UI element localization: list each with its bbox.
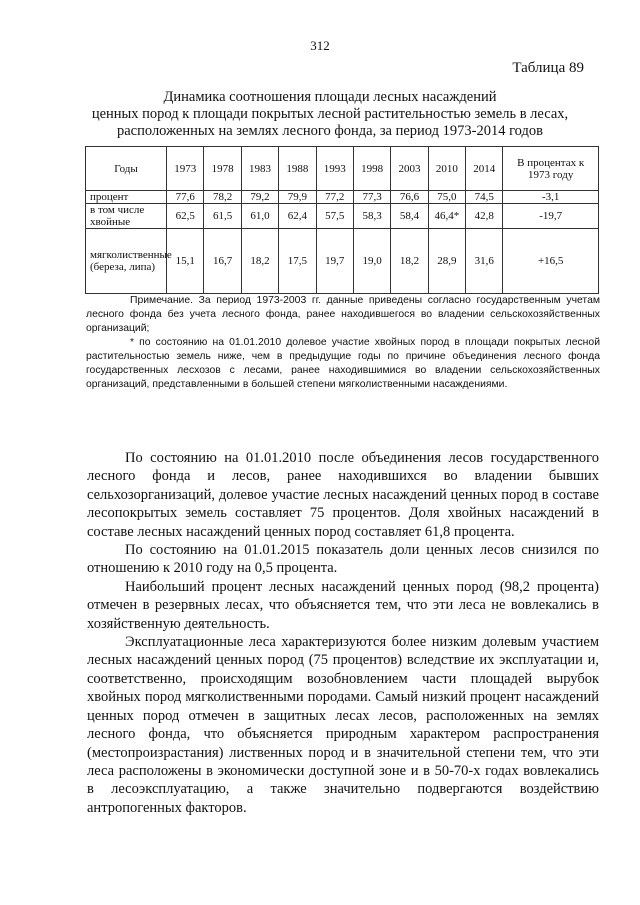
column-header-change: В процентах к 1973 году	[503, 147, 599, 191]
table-cell: 57,5	[316, 204, 353, 229]
table-title-line: расположенных на землях лесного фонда, за период 1973-2014 годов	[117, 123, 543, 139]
column-header-year: 1988	[279, 147, 316, 191]
table-cell: 15,1	[167, 229, 204, 294]
column-header-year: 1993	[316, 147, 353, 191]
table-cell: 28,9	[428, 229, 465, 294]
table-cell: 31,6	[466, 229, 503, 294]
table-cell-change: +16,5	[503, 229, 599, 294]
table-notes	[86, 294, 600, 392]
table-cell: 19,7	[316, 229, 353, 294]
table-row	[86, 229, 599, 294]
page-number: 312	[310, 38, 330, 53]
column-header-year: 2003	[391, 147, 428, 191]
body-paragraph: Наибольший процент лесных насаждений ценных пород (98,2 процента) отмечен в резервных лесах, что объясняется тем, что эти леса не вовлекались в хозяйственную деятельность.	[87, 578, 599, 632]
table-cell: 16,7	[204, 229, 241, 294]
table-cell: 42,8	[466, 204, 503, 229]
table-cell: 74,5	[466, 191, 503, 204]
data-table	[85, 146, 599, 294]
table-cell: 61,5	[204, 204, 241, 229]
table-label: Таблица 89	[512, 60, 584, 76]
table-cell-change: -3,1	[503, 191, 599, 204]
column-header-year: 1978	[204, 147, 241, 191]
column-header-year: 1983	[241, 147, 278, 191]
table-cell: 18,2	[391, 229, 428, 294]
table-header-row	[86, 147, 599, 191]
table-cell: 75,0	[428, 191, 465, 204]
table-cell-change: -19,7	[503, 204, 599, 229]
table-cell: 46,4*	[428, 204, 465, 229]
column-header-year: 1998	[353, 147, 390, 191]
row-label: процент	[86, 191, 167, 204]
body-paragraph: По состоянию на 01.01.2015 показатель доли ценных лесов снизился по отношению к 2010 году на 0,5 процента.	[87, 542, 599, 577]
table-cell: 78,2	[204, 191, 241, 204]
table-cell: 18,2	[241, 229, 278, 294]
table-cell: 61,0	[241, 204, 278, 229]
body-paragraph: По состоянию на 01.01.2010 после объединения лесов государственного лесного фонда и лесов, ранее находившихся во владении бывших сельхозорганизаций, долевое участие лесных насаждений ценных пород в составе лесопокрытых земель составляет 75 процентов. Доля хвойных насаждений в составе лесных насаждений ценных пород составляет 61,8 процента.	[87, 450, 599, 540]
row-label: в том числе хвойные	[86, 204, 167, 229]
table-cell: 62,5	[167, 204, 204, 229]
table-cell: 17,5	[279, 229, 316, 294]
table-row	[86, 204, 599, 229]
body-text	[87, 449, 599, 817]
column-header-year: 1973	[167, 147, 204, 191]
table-cell: 19,0	[353, 229, 390, 294]
table-cell: 79,2	[241, 191, 278, 204]
table-cell: 58,4	[391, 204, 428, 229]
table-title-line: Динамика соотношения площади лесных насаждений	[163, 89, 497, 105]
table-title-line: ценных пород к площади покрытых лесной растительностью земель в лесах,	[91, 106, 569, 122]
table-cell: 77,6	[167, 191, 204, 204]
row-label: мягколиственные (береза, липа)	[86, 229, 167, 294]
column-header-year: 2010	[428, 147, 465, 191]
table-cell: 76,6	[391, 191, 428, 204]
table-row	[86, 191, 599, 204]
table-title	[70, 89, 590, 140]
table-cell: 58,3	[353, 204, 390, 229]
table-cell: 77,2	[316, 191, 353, 204]
table-cell: 79,9	[279, 191, 316, 204]
body-paragraph: Эксплуатационные леса характеризуются более низким долевым участием лесных насаждений ценных пород (75 процентов) вследствие их эксплуатации и, соответственно, происходящим возобновлением части площадей вырубок хвойных пород мягколиственными породами. Самый низкий процент насаждений ценных пород отмечен в защитных лесах лесов, расположенных на землях лесного фонда, что объясняется природным характером распространения (местопроизрастания) лиственных пород и в значительной степени тем, что эти леса расположены в экономически доступной зоне и в 50-70-х годах вовлекались в лесоэксплуатацию, а также значительно подвергаются воздействию антропогенных факторов.	[87, 634, 599, 816]
column-header-years: Годы	[86, 147, 167, 191]
table-cell: 77,3	[353, 191, 390, 204]
note-paragraph: Примечание. За период 1973-2003 гг. данные приведены согласно государственным учетам лесного фонда без учета лесного фонда, ранее находившегося во владении сельскохозяйственных организаций;	[86, 295, 600, 334]
column-header-year: 2014	[466, 147, 503, 191]
note-paragraph: * по состоянию на 01.01.2010 долевое участие хвойных пород в площади покрытых лесной растительностью земель ниже, чем в предыдущие годы по причине объединения лесного фонда государственных лесхозов с лесами, ранее находившимися во владении сельскохозяйственных организаций, представленными в большей степени мягколиственными насаждениями.	[86, 337, 600, 390]
table-cell: 62,4	[279, 204, 316, 229]
